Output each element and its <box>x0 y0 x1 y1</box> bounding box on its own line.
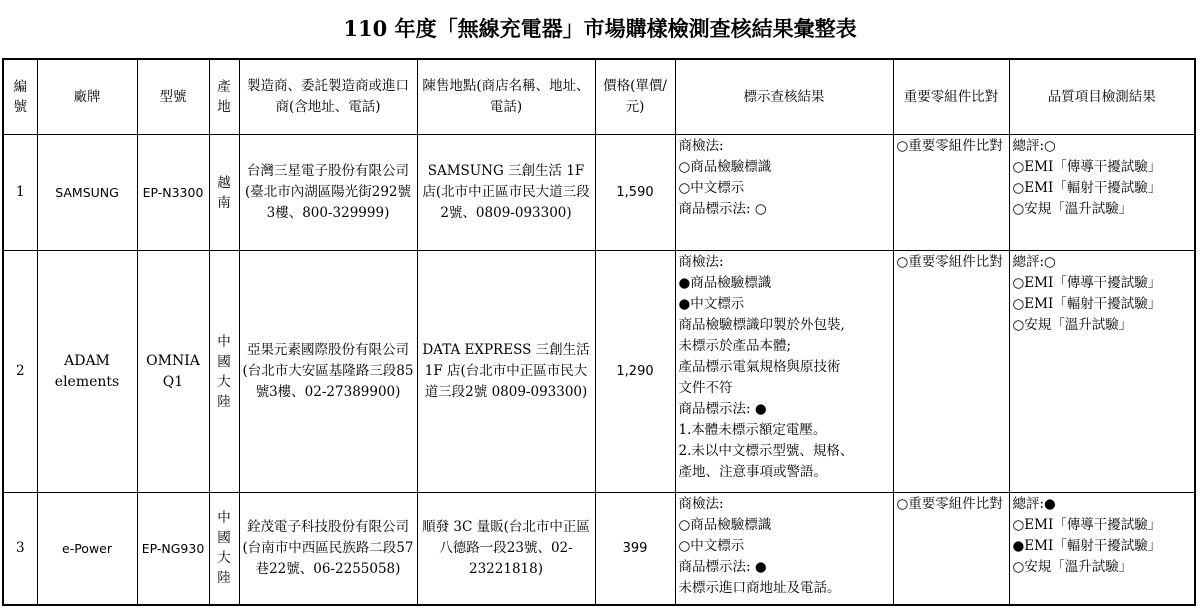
quality-line: ●EMI「輻射干擾試驗」 <box>1012 538 1162 554</box>
label-line: ○商品檢驗標識 <box>678 159 772 175</box>
label-line: 文件不符 <box>678 380 733 396</box>
cell-label-result <box>675 251 893 493</box>
label-line: 產地、注意事項或警語。 <box>678 464 827 480</box>
header-row <box>3 59 1195 135</box>
table-row <box>3 493 1195 605</box>
label-line: ○中文標示 <box>678 180 745 196</box>
label-line: 未標示於產品本體; <box>678 338 792 354</box>
label-line: ●商品檢驗標識 <box>678 275 772 291</box>
cell-quality <box>1009 493 1195 605</box>
label-line: 2.未以中文標示型號、規格、 <box>678 443 854 459</box>
label-line: 產品標示電氣規格與原技術 <box>678 359 841 375</box>
cell-parts: ○重要零組件比對 <box>893 135 1009 251</box>
quality-line: ○安規「溫升試驗」 <box>1012 201 1133 217</box>
cell-label-result <box>675 135 893 251</box>
cell-model: OMNIA Q1 <box>137 251 209 493</box>
cell-maker: 亞果元素國際股份有限公司(台北市大安區基隆路三段85號3樓、02-27389900) <box>239 251 417 493</box>
cell-origin: 中國大陸 <box>209 493 239 605</box>
cell-store: 順發 3C 量販(台北市中正區八德路一段23號、02-23221818) <box>417 493 595 605</box>
quality-line: ○安規「溫升試驗」 <box>1012 559 1133 575</box>
label-line: 商檢法: <box>678 254 724 270</box>
results-table <box>2 58 1196 606</box>
header-brand: 廠牌 <box>37 59 137 135</box>
quality-line: ○安規「溫升試驗」 <box>1012 317 1133 333</box>
header-origin: 產地 <box>209 59 239 135</box>
label-line: 商品標示法: ● <box>678 401 767 417</box>
label-line: 商品檢驗標識印製於外包裝, <box>678 317 845 333</box>
cell-brand: e-Power <box>37 493 137 605</box>
label-line: ○中文標示 <box>678 538 745 554</box>
label-line: 未標示進口商地址及電話。 <box>678 580 841 596</box>
cell-parts: ○重要零組件比對 <box>893 251 1009 493</box>
cell-price: 1,590 <box>595 135 675 251</box>
cell-price: 1,290 <box>595 251 675 493</box>
header-price: 價格(單價/元) <box>595 59 675 135</box>
header-quality: 品質項目檢測結果 <box>1009 59 1195 135</box>
label-line: ○商品檢驗標識 <box>678 517 772 533</box>
header-parts: 重要零組件比對 <box>893 59 1009 135</box>
cell-store: SAMSUNG 三創生活 1F 店(北市中正區市民大道三段2號、0809-093300) <box>417 135 595 251</box>
header-label: 標示查核結果 <box>675 59 893 135</box>
cell-quality <box>1009 135 1195 251</box>
cell-model: EP-NG930 <box>137 493 209 605</box>
label-line: 商檢法: <box>678 138 724 154</box>
cell-quality <box>1009 251 1195 493</box>
label-line: ●中文標示 <box>678 296 745 312</box>
cell-price: 399 <box>595 493 675 605</box>
page-title: 110 年度「無線充電器」市場購樣檢測查核結果彙整表 <box>343 16 857 41</box>
quality-line: ○EMI「傳導干擾試驗」 <box>1012 159 1162 175</box>
quality-line: ○EMI「傳導干擾試驗」 <box>1012 275 1162 291</box>
label-line: 商品標示法: ○ <box>678 201 767 217</box>
header-no: 編號 <box>3 59 37 135</box>
quality-line: ○EMI「輻射干擾試驗」 <box>1012 296 1162 312</box>
label-line: 商檢法: <box>678 496 724 512</box>
quality-line: ○EMI「輻射干擾試驗」 <box>1012 180 1162 196</box>
cell-label-result <box>675 493 893 605</box>
label-line: 商品標示法: ● <box>678 559 767 575</box>
cell-brand: SAMSUNG <box>37 135 137 251</box>
quality-line: ○EMI「傳導干擾試驗」 <box>1012 517 1162 533</box>
label-line: 1.本體未標示額定電壓。 <box>678 422 827 438</box>
quality-line: 總評:● <box>1012 496 1056 512</box>
cell-model: EP-N3300 <box>137 135 209 251</box>
quality-line: 總評:○ <box>1012 254 1056 270</box>
cell-maker: 銓茂電子科技股份有限公司(台南市中西區民族路二段57巷22號、06-2255058) <box>239 493 417 605</box>
cell-brand: ADAM elements <box>37 251 137 493</box>
header-maker: 製造商、委託製造商或進口商(含地址、電話) <box>239 59 417 135</box>
cell-no: 1 <box>3 135 37 251</box>
cell-origin: 越南 <box>209 135 239 251</box>
cell-no: 3 <box>3 493 37 605</box>
quality-line: 總評:○ <box>1012 138 1056 154</box>
cell-no: 2 <box>3 251 37 493</box>
table-row <box>3 251 1195 493</box>
table-row <box>3 135 1195 251</box>
cell-parts: ○重要零組件比對 <box>893 493 1009 605</box>
cell-origin: 中國大陸 <box>209 251 239 493</box>
header-model: 型號 <box>137 59 209 135</box>
cell-store: DATA EXPRESS 三創生活 1F 店(台北市中正區市民大道三段2號 0809-093300) <box>417 251 595 493</box>
header-store: 陳售地點(商店名稱、地址、電話) <box>417 59 595 135</box>
cell-maker: 台灣三星電子股份有限公司(臺北市內湖區陽光街292號3樓、800-329999) <box>239 135 417 251</box>
